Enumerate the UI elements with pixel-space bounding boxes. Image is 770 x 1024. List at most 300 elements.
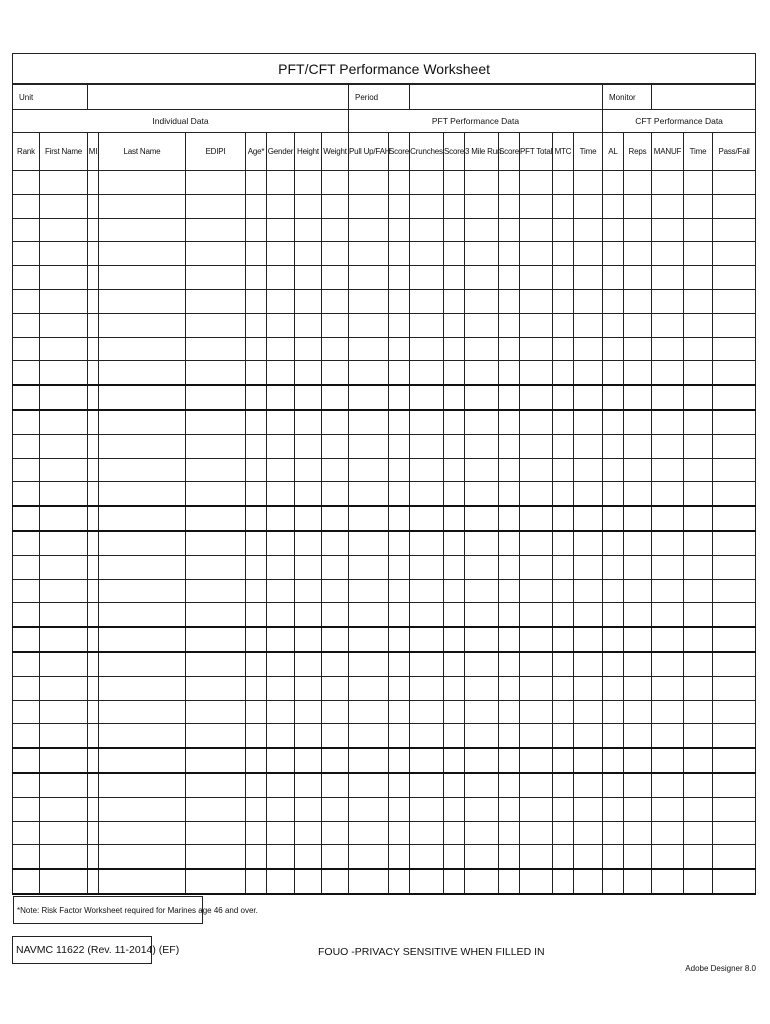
table-cell[interactable] bbox=[349, 410, 389, 434]
table-cell[interactable] bbox=[499, 700, 520, 724]
table-cell[interactable] bbox=[267, 458, 295, 482]
table-cell[interactable] bbox=[713, 313, 756, 337]
table-cell[interactable] bbox=[574, 531, 603, 555]
table-cell[interactable] bbox=[553, 289, 574, 313]
table-cell[interactable] bbox=[520, 410, 553, 434]
table-cell[interactable] bbox=[13, 773, 40, 797]
table-cell[interactable] bbox=[465, 266, 499, 290]
table-cell[interactable] bbox=[295, 506, 322, 531]
table-cell[interactable] bbox=[465, 194, 499, 218]
table-cell[interactable] bbox=[574, 748, 603, 773]
table-cell[interactable] bbox=[40, 652, 88, 676]
table-cell[interactable] bbox=[99, 337, 186, 361]
table-cell[interactable] bbox=[186, 531, 246, 555]
table-cell[interactable] bbox=[520, 797, 553, 821]
table-cell[interactable] bbox=[520, 773, 553, 797]
table-cell[interactable] bbox=[349, 194, 389, 218]
table-cell[interactable] bbox=[88, 266, 99, 290]
table-cell[interactable] bbox=[624, 266, 652, 290]
table-cell[interactable] bbox=[295, 652, 322, 676]
table-cell[interactable] bbox=[465, 458, 499, 482]
table-cell[interactable] bbox=[99, 242, 186, 266]
table-cell[interactable] bbox=[444, 797, 465, 821]
table-cell[interactable] bbox=[99, 676, 186, 700]
table-cell[interactable] bbox=[322, 845, 349, 869]
table-cell[interactable] bbox=[246, 845, 267, 869]
table-cell[interactable] bbox=[499, 410, 520, 434]
table-cell[interactable] bbox=[444, 531, 465, 555]
table-cell[interactable] bbox=[499, 218, 520, 242]
table-cell[interactable] bbox=[574, 676, 603, 700]
table-cell[interactable] bbox=[684, 289, 713, 313]
table-cell[interactable] bbox=[40, 337, 88, 361]
table-cell[interactable] bbox=[574, 289, 603, 313]
table-cell[interactable] bbox=[553, 242, 574, 266]
table-cell[interactable] bbox=[246, 218, 267, 242]
table-cell[interactable] bbox=[499, 797, 520, 821]
table-cell[interactable] bbox=[389, 555, 410, 579]
table-cell[interactable] bbox=[322, 579, 349, 603]
table-cell[interactable] bbox=[410, 531, 444, 555]
table-cell[interactable] bbox=[389, 171, 410, 195]
table-cell[interactable] bbox=[389, 218, 410, 242]
table-cell[interactable] bbox=[553, 676, 574, 700]
table-cell[interactable] bbox=[574, 242, 603, 266]
table-cell[interactable] bbox=[499, 242, 520, 266]
table-cell[interactable] bbox=[520, 748, 553, 773]
table-cell[interactable] bbox=[499, 171, 520, 195]
table-cell[interactable] bbox=[465, 361, 499, 385]
table-cell[interactable] bbox=[246, 748, 267, 773]
table-cell[interactable] bbox=[553, 869, 574, 894]
table-cell[interactable] bbox=[652, 676, 684, 700]
table-cell[interactable] bbox=[624, 845, 652, 869]
table-cell[interactable] bbox=[713, 627, 756, 652]
table-cell[interactable] bbox=[574, 797, 603, 821]
table-cell[interactable] bbox=[295, 603, 322, 627]
table-cell[interactable] bbox=[246, 773, 267, 797]
table-cell[interactable] bbox=[349, 700, 389, 724]
table-cell[interactable] bbox=[267, 531, 295, 555]
table-cell[interactable] bbox=[349, 266, 389, 290]
table-cell[interactable] bbox=[713, 773, 756, 797]
table-cell[interactable] bbox=[246, 506, 267, 531]
table-cell[interactable] bbox=[465, 627, 499, 652]
table-cell[interactable] bbox=[295, 434, 322, 458]
table-cell[interactable] bbox=[40, 266, 88, 290]
table-cell[interactable] bbox=[499, 194, 520, 218]
table-cell[interactable] bbox=[246, 434, 267, 458]
table-cell[interactable] bbox=[13, 434, 40, 458]
table-cell[interactable] bbox=[574, 506, 603, 531]
table-cell[interactable] bbox=[603, 627, 624, 652]
table-cell[interactable] bbox=[349, 821, 389, 845]
table-cell[interactable] bbox=[684, 482, 713, 506]
table-cell[interactable] bbox=[713, 289, 756, 313]
table-cell[interactable] bbox=[295, 218, 322, 242]
table-cell[interactable] bbox=[624, 482, 652, 506]
table-cell[interactable] bbox=[520, 289, 553, 313]
table-cell[interactable] bbox=[13, 313, 40, 337]
table-cell[interactable] bbox=[389, 579, 410, 603]
table-cell[interactable] bbox=[574, 361, 603, 385]
table-cell[interactable] bbox=[40, 724, 88, 748]
table-cell[interactable] bbox=[246, 337, 267, 361]
table-cell[interactable] bbox=[684, 724, 713, 748]
table-cell[interactable] bbox=[267, 337, 295, 361]
table-cell[interactable] bbox=[186, 289, 246, 313]
table-cell[interactable] bbox=[652, 748, 684, 773]
table-cell[interactable] bbox=[389, 506, 410, 531]
table-cell[interactable] bbox=[267, 218, 295, 242]
table-cell[interactable] bbox=[520, 171, 553, 195]
table-cell[interactable] bbox=[267, 361, 295, 385]
table-cell[interactable] bbox=[410, 482, 444, 506]
table-cell[interactable] bbox=[465, 337, 499, 361]
table-cell[interactable] bbox=[603, 869, 624, 894]
table-cell[interactable] bbox=[267, 652, 295, 676]
table-cell[interactable] bbox=[499, 482, 520, 506]
table-cell[interactable] bbox=[88, 773, 99, 797]
table-cell[interactable] bbox=[499, 845, 520, 869]
table-cell[interactable] bbox=[624, 748, 652, 773]
table-cell[interactable] bbox=[465, 821, 499, 845]
table-cell[interactable] bbox=[349, 869, 389, 894]
table-cell[interactable] bbox=[389, 313, 410, 337]
table-cell[interactable] bbox=[713, 748, 756, 773]
table-cell[interactable] bbox=[410, 242, 444, 266]
table-cell[interactable] bbox=[444, 266, 465, 290]
table-cell[interactable] bbox=[465, 555, 499, 579]
table-cell[interactable] bbox=[553, 627, 574, 652]
table-cell[interactable] bbox=[186, 434, 246, 458]
table-cell[interactable] bbox=[624, 797, 652, 821]
table-cell[interactable] bbox=[624, 773, 652, 797]
table-cell[interactable] bbox=[88, 506, 99, 531]
table-cell[interactable] bbox=[99, 531, 186, 555]
table-cell[interactable] bbox=[603, 748, 624, 773]
table-cell[interactable] bbox=[624, 531, 652, 555]
table-cell[interactable] bbox=[713, 579, 756, 603]
table-cell[interactable] bbox=[444, 676, 465, 700]
table-cell[interactable] bbox=[389, 434, 410, 458]
table-cell[interactable] bbox=[267, 482, 295, 506]
table-cell[interactable] bbox=[99, 579, 186, 603]
table-cell[interactable] bbox=[322, 773, 349, 797]
table-cell[interactable] bbox=[40, 531, 88, 555]
table-cell[interactable] bbox=[40, 845, 88, 869]
table-cell[interactable] bbox=[499, 313, 520, 337]
table-cell[interactable] bbox=[553, 603, 574, 627]
table-cell[interactable] bbox=[444, 555, 465, 579]
table-cell[interactable] bbox=[520, 821, 553, 845]
table-cell[interactable] bbox=[603, 482, 624, 506]
table-cell[interactable] bbox=[574, 410, 603, 434]
table-cell[interactable] bbox=[246, 869, 267, 894]
table-cell[interactable] bbox=[13, 555, 40, 579]
table-cell[interactable] bbox=[13, 627, 40, 652]
table-cell[interactable] bbox=[40, 242, 88, 266]
table-cell[interactable] bbox=[186, 410, 246, 434]
table-cell[interactable] bbox=[444, 458, 465, 482]
table-cell[interactable] bbox=[624, 676, 652, 700]
table-cell[interactable] bbox=[713, 652, 756, 676]
table-cell[interactable] bbox=[444, 289, 465, 313]
table-cell[interactable] bbox=[652, 555, 684, 579]
table-cell[interactable] bbox=[652, 845, 684, 869]
table-cell[interactable] bbox=[652, 434, 684, 458]
table-cell[interactable] bbox=[349, 218, 389, 242]
table-cell[interactable] bbox=[267, 555, 295, 579]
table-cell[interactable] bbox=[444, 385, 465, 410]
table-cell[interactable] bbox=[624, 337, 652, 361]
table-cell[interactable] bbox=[465, 676, 499, 700]
table-cell[interactable] bbox=[186, 171, 246, 195]
table-cell[interactable] bbox=[652, 337, 684, 361]
table-cell[interactable] bbox=[13, 603, 40, 627]
table-cell[interactable] bbox=[499, 434, 520, 458]
table-cell[interactable] bbox=[713, 385, 756, 410]
table-cell[interactable] bbox=[295, 266, 322, 290]
table-cell[interactable] bbox=[520, 869, 553, 894]
table-cell[interactable] bbox=[295, 845, 322, 869]
table-cell[interactable] bbox=[624, 700, 652, 724]
table-cell[interactable] bbox=[465, 773, 499, 797]
table-cell[interactable] bbox=[40, 797, 88, 821]
table-cell[interactable] bbox=[624, 434, 652, 458]
table-cell[interactable] bbox=[624, 242, 652, 266]
table-cell[interactable] bbox=[99, 482, 186, 506]
table-cell[interactable] bbox=[88, 242, 99, 266]
table-cell[interactable] bbox=[624, 603, 652, 627]
table-cell[interactable] bbox=[574, 700, 603, 724]
table-cell[interactable] bbox=[267, 289, 295, 313]
table-cell[interactable] bbox=[684, 385, 713, 410]
table-cell[interactable] bbox=[322, 652, 349, 676]
table-cell[interactable] bbox=[553, 531, 574, 555]
table-cell[interactable] bbox=[88, 194, 99, 218]
table-cell[interactable] bbox=[624, 385, 652, 410]
table-cell[interactable] bbox=[99, 555, 186, 579]
table-cell[interactable] bbox=[186, 313, 246, 337]
table-cell[interactable] bbox=[295, 242, 322, 266]
table-cell[interactable] bbox=[349, 458, 389, 482]
table-cell[interactable] bbox=[88, 289, 99, 313]
table-cell[interactable] bbox=[186, 869, 246, 894]
table-cell[interactable] bbox=[99, 748, 186, 773]
table-cell[interactable] bbox=[713, 821, 756, 845]
table-cell[interactable] bbox=[13, 676, 40, 700]
table-cell[interactable] bbox=[186, 652, 246, 676]
table-cell[interactable] bbox=[13, 218, 40, 242]
table-cell[interactable] bbox=[246, 410, 267, 434]
table-cell[interactable] bbox=[499, 579, 520, 603]
table-cell[interactable] bbox=[444, 869, 465, 894]
table-cell[interactable] bbox=[574, 579, 603, 603]
table-cell[interactable] bbox=[349, 797, 389, 821]
table-cell[interactable] bbox=[574, 869, 603, 894]
table-cell[interactable] bbox=[349, 603, 389, 627]
table-cell[interactable] bbox=[465, 482, 499, 506]
table-cell[interactable] bbox=[246, 171, 267, 195]
table-cell[interactable] bbox=[349, 627, 389, 652]
table-cell[interactable] bbox=[713, 531, 756, 555]
table-cell[interactable] bbox=[684, 797, 713, 821]
table-cell[interactable] bbox=[684, 700, 713, 724]
table-cell[interactable] bbox=[389, 289, 410, 313]
table-cell[interactable] bbox=[410, 361, 444, 385]
table-cell[interactable] bbox=[684, 773, 713, 797]
table-cell[interactable] bbox=[713, 676, 756, 700]
table-cell[interactable] bbox=[186, 506, 246, 531]
table-cell[interactable] bbox=[465, 410, 499, 434]
table-cell[interactable] bbox=[684, 869, 713, 894]
table-cell[interactable] bbox=[13, 337, 40, 361]
table-cell[interactable] bbox=[713, 171, 756, 195]
table-cell[interactable] bbox=[603, 845, 624, 869]
table-cell[interactable] bbox=[99, 266, 186, 290]
table-cell[interactable] bbox=[553, 385, 574, 410]
table-cell[interactable] bbox=[465, 242, 499, 266]
table-cell[interactable] bbox=[88, 434, 99, 458]
table-cell[interactable] bbox=[553, 652, 574, 676]
table-cell[interactable] bbox=[603, 361, 624, 385]
table-cell[interactable] bbox=[465, 869, 499, 894]
table-cell[interactable] bbox=[389, 385, 410, 410]
table-cell[interactable] bbox=[40, 555, 88, 579]
table-cell[interactable] bbox=[624, 361, 652, 385]
table-cell[interactable] bbox=[99, 797, 186, 821]
table-cell[interactable] bbox=[246, 313, 267, 337]
table-cell[interactable] bbox=[684, 361, 713, 385]
table-cell[interactable] bbox=[444, 434, 465, 458]
table-cell[interactable] bbox=[410, 652, 444, 676]
table-cell[interactable] bbox=[410, 724, 444, 748]
table-cell[interactable] bbox=[499, 603, 520, 627]
table-cell[interactable] bbox=[322, 627, 349, 652]
table-cell[interactable] bbox=[349, 506, 389, 531]
table-cell[interactable] bbox=[553, 171, 574, 195]
table-cell[interactable] bbox=[499, 266, 520, 290]
table-cell[interactable] bbox=[465, 289, 499, 313]
table-cell[interactable] bbox=[603, 171, 624, 195]
table-cell[interactable] bbox=[389, 242, 410, 266]
table-cell[interactable] bbox=[322, 434, 349, 458]
table-cell[interactable] bbox=[410, 434, 444, 458]
table-cell[interactable] bbox=[520, 531, 553, 555]
table-cell[interactable] bbox=[322, 748, 349, 773]
table-cell[interactable] bbox=[603, 579, 624, 603]
table-cell[interactable] bbox=[652, 242, 684, 266]
table-cell[interactable] bbox=[684, 579, 713, 603]
table-cell[interactable] bbox=[186, 773, 246, 797]
table-cell[interactable] bbox=[603, 337, 624, 361]
table-cell[interactable] bbox=[624, 652, 652, 676]
table-cell[interactable] bbox=[99, 289, 186, 313]
table-cell[interactable] bbox=[713, 724, 756, 748]
table-cell[interactable] bbox=[684, 676, 713, 700]
table-cell[interactable] bbox=[520, 242, 553, 266]
table-cell[interactable] bbox=[13, 385, 40, 410]
table-cell[interactable] bbox=[652, 218, 684, 242]
table-cell[interactable] bbox=[499, 773, 520, 797]
table-cell[interactable] bbox=[553, 218, 574, 242]
table-cell[interactable] bbox=[99, 385, 186, 410]
table-cell[interactable] bbox=[624, 410, 652, 434]
table-cell[interactable] bbox=[40, 773, 88, 797]
table-cell[interactable] bbox=[186, 385, 246, 410]
table-cell[interactable] bbox=[499, 748, 520, 773]
table-cell[interactable] bbox=[713, 700, 756, 724]
table-cell[interactable] bbox=[389, 194, 410, 218]
table-cell[interactable] bbox=[652, 482, 684, 506]
table-cell[interactable] bbox=[13, 797, 40, 821]
table-cell[interactable] bbox=[410, 194, 444, 218]
table-cell[interactable] bbox=[246, 676, 267, 700]
table-cell[interactable] bbox=[652, 700, 684, 724]
table-cell[interactable] bbox=[186, 337, 246, 361]
table-cell[interactable] bbox=[553, 410, 574, 434]
table-cell[interactable] bbox=[444, 579, 465, 603]
table-cell[interactable] bbox=[186, 700, 246, 724]
table-cell[interactable] bbox=[40, 482, 88, 506]
table-cell[interactable] bbox=[603, 676, 624, 700]
table-cell[interactable] bbox=[349, 434, 389, 458]
table-cell[interactable] bbox=[246, 482, 267, 506]
table-cell[interactable] bbox=[13, 171, 40, 195]
table-cell[interactable] bbox=[553, 194, 574, 218]
table-cell[interactable] bbox=[465, 506, 499, 531]
table-cell[interactable] bbox=[520, 506, 553, 531]
table-cell[interactable] bbox=[410, 700, 444, 724]
table-cell[interactable] bbox=[295, 869, 322, 894]
table-cell[interactable] bbox=[520, 361, 553, 385]
table-cell[interactable] bbox=[322, 337, 349, 361]
table-cell[interactable] bbox=[186, 361, 246, 385]
table-cell[interactable] bbox=[267, 748, 295, 773]
table-cell[interactable] bbox=[713, 482, 756, 506]
table-cell[interactable] bbox=[652, 506, 684, 531]
table-cell[interactable] bbox=[88, 724, 99, 748]
table-cell[interactable] bbox=[603, 652, 624, 676]
table-cell[interactable] bbox=[322, 194, 349, 218]
table-cell[interactable] bbox=[652, 313, 684, 337]
table-cell[interactable] bbox=[553, 724, 574, 748]
table-cell[interactable] bbox=[186, 194, 246, 218]
table-cell[interactable] bbox=[603, 724, 624, 748]
table-cell[interactable] bbox=[499, 627, 520, 652]
table-cell[interactable] bbox=[520, 482, 553, 506]
table-cell[interactable] bbox=[499, 506, 520, 531]
table-cell[interactable] bbox=[322, 869, 349, 894]
table-cell[interactable] bbox=[684, 603, 713, 627]
table-cell[interactable] bbox=[295, 482, 322, 506]
table-cell[interactable] bbox=[603, 821, 624, 845]
table-cell[interactable] bbox=[574, 845, 603, 869]
table-cell[interactable] bbox=[652, 773, 684, 797]
table-cell[interactable] bbox=[624, 724, 652, 748]
table-cell[interactable] bbox=[267, 434, 295, 458]
table-cell[interactable] bbox=[88, 555, 99, 579]
table-cell[interactable] bbox=[389, 676, 410, 700]
table-cell[interactable] bbox=[246, 555, 267, 579]
period-field[interactable] bbox=[410, 84, 603, 110]
table-cell[interactable] bbox=[349, 555, 389, 579]
table-cell[interactable] bbox=[40, 171, 88, 195]
table-cell[interactable] bbox=[713, 869, 756, 894]
table-cell[interactable] bbox=[444, 313, 465, 337]
table-cell[interactable] bbox=[88, 652, 99, 676]
